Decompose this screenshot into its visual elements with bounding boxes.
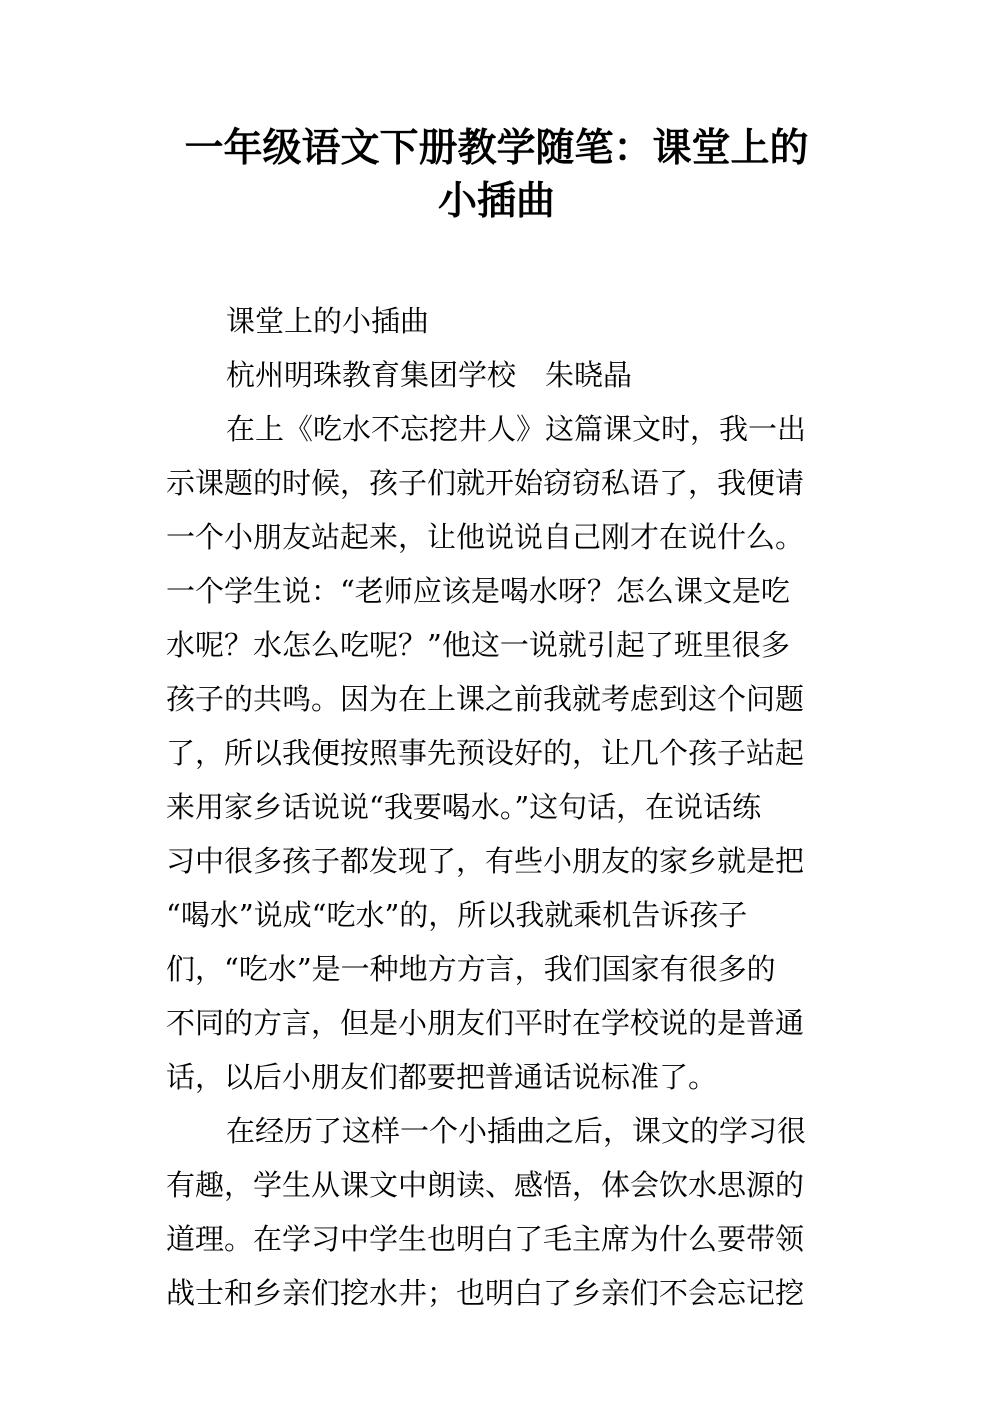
author-line: 杭州明珠教育集团学校 朱晓晶 [226,358,633,392]
document-title [150,122,843,228]
document-body [166,294,830,1320]
paragraph-line: 道理。在学习中学生也明白了毛主席为什么要带领 [166,1222,805,1256]
paragraph-line: 习中很多孩子都发现了，有些小朋友的家乡就是把 [166,844,805,878]
paragraph-line: 有趣，学生从课文中朗读、感悟，体会饮水思源的 [166,1168,805,1202]
paragraph-line: 一个学生说：“老师应该是喝水呀？怎么课文是吃 [166,574,790,608]
paragraph-line: 战士和乡亲们挖水井；也明白了乡亲们不会忘记挖 [166,1276,805,1310]
paragraph-line: 水呢？水怎么吃呢？”他这一说就引起了班里很多 [166,628,790,662]
paragraph-line: 孩子的共鸣。因为在上课之前我就考虑到这个问题 [166,682,805,716]
subtitle: 课堂上的小插曲 [226,304,430,338]
paragraph-line: 一个小朋友站起来，让他说说自己刚才在说什么。 [166,520,805,554]
title-line-1: 一年级语文下册教学随笔：课堂上的 [184,126,809,171]
paragraph-2 [166,1104,830,1320]
paragraph-line: 在上《吃水不忘挖井人》这篇课文时，我一出 [226,412,807,446]
paragraph-line: 们，“吃水”是一种地方方言，我们国家有很多的 [166,952,776,986]
title-line-2: 小插曲 [437,179,555,224]
paragraph-1 [166,402,830,1104]
paragraph-line: “喝水”说成“吃水”的，所以我就乘机告诉孩子 [166,898,748,932]
paragraph-line: 话，以后小朋友们都要把普通话说标准了。 [166,1060,718,1094]
paragraph-line: 来用家乡话说说“我要喝水。”这句话，在说话练 [166,790,762,824]
paragraph-line: 不同的方言，但是小朋友们平时在学校说的是普通 [166,1006,805,1040]
paragraph-line: 了，所以我便按照事先预设好的，让几个孩子站起 [166,736,805,770]
paragraph-line: 在经历了这样一个小插曲之后，课文的学习很 [226,1114,807,1148]
paragraph-line: 示课题的时候，孩子们就开始窃窃私语了，我便请 [166,466,805,500]
